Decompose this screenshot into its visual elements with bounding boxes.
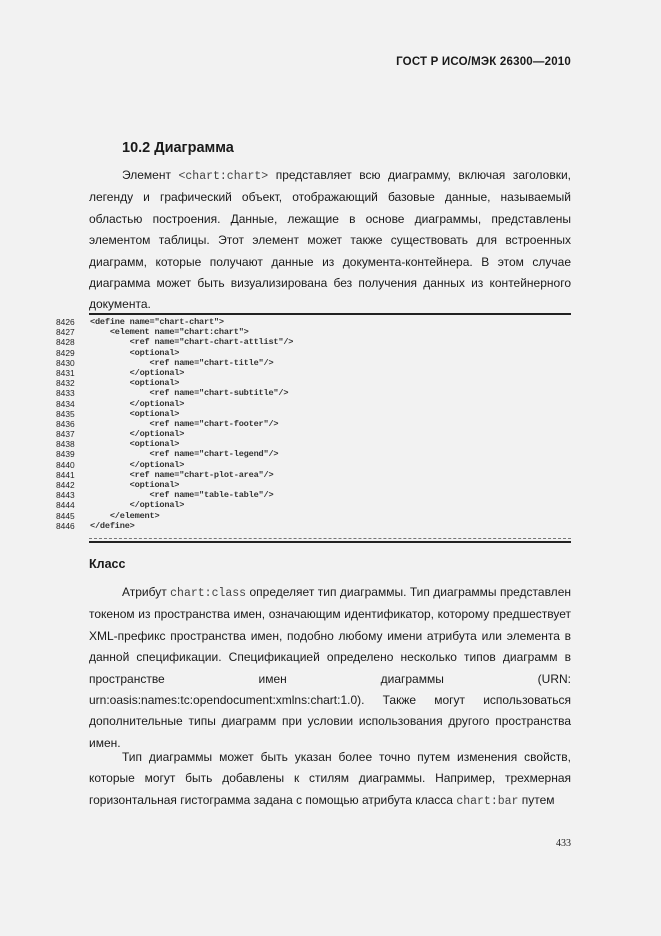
code-text: <ref name="chart-chart-attlist"/> [90, 337, 294, 348]
code-text: </define> [90, 520, 135, 531]
line-number: 8444 [56, 500, 75, 511]
running-header: ГОСТ Р ИСО/МЭК 26300—2010 [396, 56, 571, 68]
code-text: </optional> [90, 500, 185, 511]
line-number: 8434 [56, 398, 75, 409]
line-number: 8440 [56, 459, 75, 470]
class-p1-pre: Атрибут [122, 585, 171, 599]
line-number: 8432 [56, 378, 75, 389]
line-number: 8428 [56, 337, 75, 348]
code-text: <optional> [90, 439, 180, 450]
line-number: 8446 [56, 520, 75, 531]
line-number: 8438 [56, 439, 75, 450]
line-number: 8445 [56, 510, 75, 521]
line-number: 8430 [56, 357, 75, 368]
code-line [56, 358, 576, 368]
code-text: <optional> [90, 408, 180, 419]
line-number: 8431 [56, 367, 75, 378]
code-line [56, 337, 576, 347]
line-number: 8437 [56, 429, 75, 440]
class-heading: Класс [89, 557, 126, 571]
intro-text-pre: Элемент [122, 168, 171, 182]
code-text: <optional> [90, 378, 180, 389]
page-number: 433 [556, 838, 571, 849]
intro-paragraph [89, 165, 571, 316]
code-line [56, 470, 576, 480]
code-text: <ref name="chart-title"/> [90, 357, 274, 368]
code-line [56, 378, 576, 388]
intro-text-post: представляет всю диаграмму, включая заголовки, легенду и графический объект, отображающий базовые данные, называемый областью построения. Данные, лежащие в основе диаграммы, представлены элементом таблицы. Этот элемент может также существовать для встроенных диаграмм, которые получают данные из документа-контейнера. В этом случае диаграмма может быть визуализирована без получения данных из контейнерного документа. [89, 168, 571, 312]
code-line [56, 449, 576, 459]
code-line [56, 399, 576, 409]
code-line [56, 439, 576, 449]
code-text: </element> [90, 510, 160, 521]
code-text: <optional> [90, 347, 180, 358]
code-line [56, 511, 576, 521]
line-number: 8429 [56, 347, 75, 358]
code-top-rule [89, 313, 571, 315]
code-line [56, 500, 576, 510]
class-paragraph-1 [89, 582, 571, 754]
code-line [56, 490, 576, 500]
code-text: <ref name="chart-subtitle"/> [90, 388, 289, 399]
code-text: <ref name="chart-plot-area"/> [90, 469, 274, 480]
code-line [56, 368, 576, 378]
line-number: 8427 [56, 327, 75, 338]
code-text: </optional> [90, 459, 185, 470]
code-text: </optional> [90, 398, 185, 409]
line-number: 8439 [56, 449, 75, 460]
code-text: <ref name="chart-legend"/> [90, 449, 279, 460]
line-number: 8433 [56, 388, 75, 399]
code-text: <ref name="chart-footer"/> [90, 418, 279, 429]
class-p1-post: определяет тип диаграммы. Тип диаграммы представлен токеном из пространства имен, означающим идентификатор, которому предшествует XML-префикс пространства имен, подобно любому имени атрибута или элемента в данной спецификации. Спецификацией определено несколько типов диаграмм в пространстве имен диаграммы (URN: urn:oasis:names:tc:opendocument:xmlns:chart:1.0). Также могут использоваться дополнительные типы диаграмм при условии использования другого пространства имен. [89, 585, 571, 750]
class-p1-code: chart:class [170, 587, 247, 600]
code-line [56, 460, 576, 470]
code-text: <ref name="table-table"/> [90, 490, 274, 501]
code-text: <define name="chart-chart"> [90, 317, 224, 327]
code-text: </optional> [90, 367, 185, 378]
line-number: 8426 [56, 317, 75, 327]
line-number: 8443 [56, 490, 75, 501]
code-line [56, 388, 576, 398]
code-line [56, 327, 576, 337]
code-listing [56, 317, 576, 531]
class-p2-post: путем [518, 792, 555, 807]
code-text: </optional> [90, 429, 185, 440]
class-paragraph-2 [89, 747, 571, 812]
code-text: <optional> [90, 480, 180, 490]
class-p2-code: chart:bar [456, 794, 519, 808]
code-line [56, 409, 576, 419]
code-line [56, 348, 576, 358]
line-number: 8436 [56, 418, 75, 429]
code-line [56, 429, 576, 439]
intro-code: <chart:chart> [178, 170, 269, 183]
code-line [56, 521, 576, 531]
code-text: <element name="chart:chart"> [90, 327, 249, 338]
code-line [56, 480, 576, 490]
line-number: 8435 [56, 408, 75, 419]
class-p2-pre: Тип диаграммы может быть указан более точно путем изменения свойств, которые могут быть добавлены к стилям диаграммы. Например, трехмерная горизонтальная гистограмма задана с помощью атрибута класса [89, 750, 571, 807]
code-line [56, 419, 576, 429]
code-bottom-dash [89, 538, 571, 539]
code-line [56, 317, 576, 327]
section-heading: 10.2 Диаграмма [122, 140, 234, 156]
line-number: 8442 [56, 480, 75, 490]
line-number: 8441 [56, 469, 75, 480]
code-bottom-rule [89, 541, 571, 543]
